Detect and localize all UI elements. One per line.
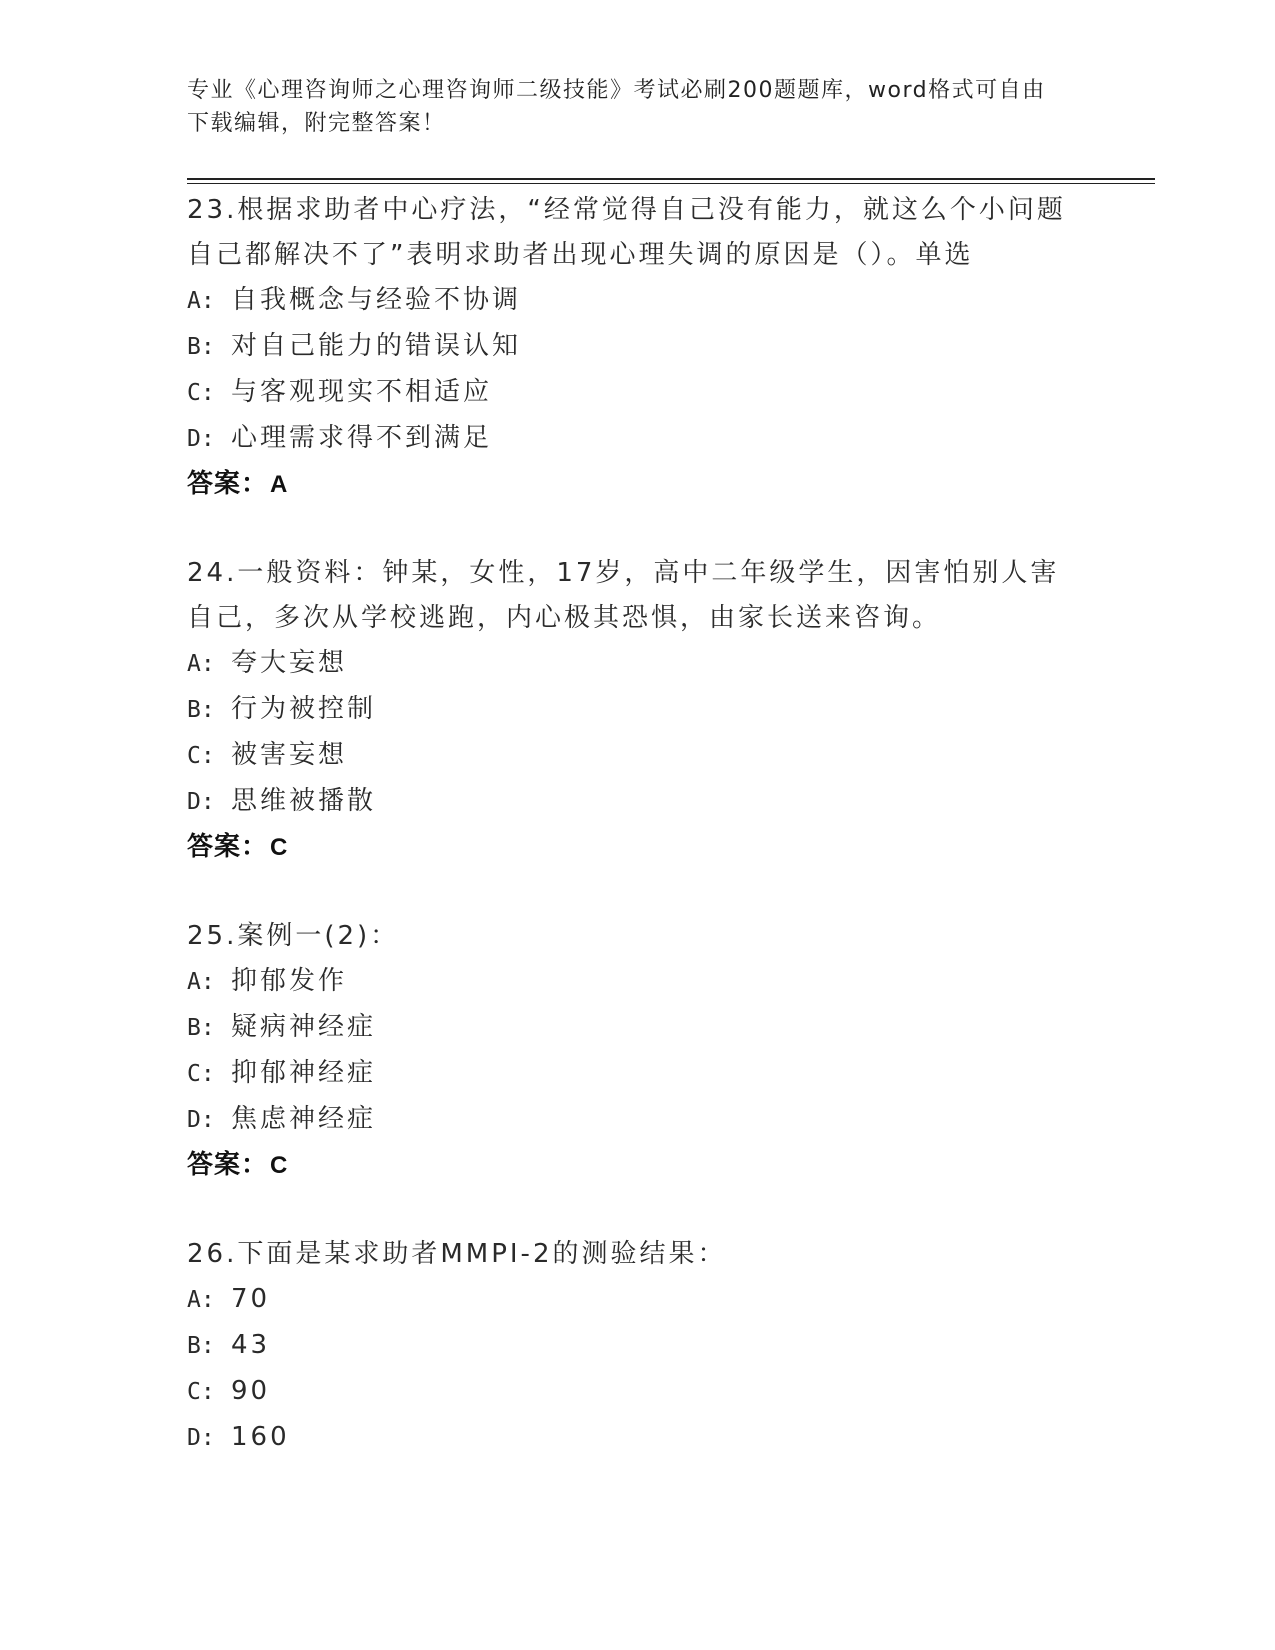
option-letter: C: bbox=[187, 1061, 215, 1087]
option-letter: A: bbox=[187, 969, 215, 995]
option-text: 与客观现实不相适应 bbox=[231, 377, 493, 407]
option-letter: A: bbox=[187, 288, 215, 314]
option-text: 90 bbox=[231, 1376, 271, 1406]
option-d bbox=[187, 1097, 1087, 1143]
option-d bbox=[187, 779, 1087, 825]
option-b bbox=[187, 324, 1087, 370]
option-a bbox=[187, 278, 1087, 324]
option-text: 抑郁发作 bbox=[231, 966, 348, 996]
question-25 bbox=[187, 914, 1087, 1188]
question-stem: 26.下面是某求助者MMPI-2的测验结果： bbox=[187, 1239, 727, 1269]
option-d bbox=[187, 1415, 1087, 1461]
option-letter: C: bbox=[187, 743, 215, 769]
question-stem: 23.根据求助者中心疗法，“经常觉得自己没有能力，就这么个小问题自己都解决不了”表明求助者出现心理失调的原因是（）。单选 bbox=[187, 195, 1066, 270]
option-text: 70 bbox=[231, 1284, 271, 1314]
option-c bbox=[187, 733, 1087, 779]
option-c bbox=[187, 370, 1087, 416]
option-c bbox=[187, 1369, 1087, 1415]
option-letter: B: bbox=[187, 334, 215, 360]
option-letter: B: bbox=[187, 1333, 215, 1359]
option-a bbox=[187, 959, 1087, 1005]
header-divider-thin bbox=[187, 183, 1155, 184]
option-letter: A: bbox=[187, 651, 215, 677]
option-b bbox=[187, 1005, 1087, 1051]
option-text: 自我概念与经验不协调 bbox=[231, 285, 522, 315]
option-text: 43 bbox=[231, 1330, 271, 1360]
option-letter: D: bbox=[187, 789, 215, 815]
option-letter: B: bbox=[187, 697, 215, 723]
option-text: 思维被播散 bbox=[231, 786, 377, 816]
question-23 bbox=[187, 188, 1087, 507]
option-text: 抑郁神经症 bbox=[231, 1058, 377, 1088]
answer-label: 答案： bbox=[187, 469, 269, 499]
option-letter: D: bbox=[187, 1107, 215, 1133]
option-letter: D: bbox=[187, 1425, 215, 1451]
option-text: 夸大妄想 bbox=[231, 648, 348, 678]
option-letter: C: bbox=[187, 380, 215, 406]
answer-line bbox=[187, 1143, 1087, 1188]
option-text: 对自己能力的错误认知 bbox=[231, 331, 522, 361]
option-text: 行为被控制 bbox=[231, 694, 377, 724]
option-letter: C: bbox=[187, 1379, 215, 1405]
answer-value: C bbox=[270, 834, 289, 861]
answer-value: C bbox=[270, 1152, 289, 1179]
question-list bbox=[187, 188, 1087, 1461]
option-text: 被害妄想 bbox=[231, 740, 348, 770]
option-text: 心理需求得不到满足 bbox=[231, 423, 493, 453]
question-26 bbox=[187, 1232, 1087, 1461]
option-letter: A: bbox=[187, 1287, 215, 1313]
option-b bbox=[187, 1323, 1087, 1369]
answer-value: A bbox=[270, 471, 289, 498]
question-stem: 25.案例一(2)： bbox=[187, 921, 400, 951]
option-letter: D: bbox=[187, 426, 215, 452]
answer-line bbox=[187, 825, 1087, 870]
document-header: 专业《心理咨询师之心理咨询师二级技能》考试必刷200题题库，word格式可自由下载编辑，附完整答案！ bbox=[187, 78, 1046, 136]
answer-label: 答案： bbox=[187, 832, 269, 862]
answer-label: 答案： bbox=[187, 1150, 269, 1180]
header-divider-thick bbox=[187, 178, 1155, 180]
option-a bbox=[187, 1277, 1087, 1323]
question-24 bbox=[187, 551, 1087, 870]
option-a bbox=[187, 641, 1087, 687]
option-text: 160 bbox=[231, 1422, 290, 1452]
option-c bbox=[187, 1051, 1087, 1097]
option-b bbox=[187, 687, 1087, 733]
option-letter: B: bbox=[187, 1015, 215, 1041]
answer-line bbox=[187, 462, 1087, 507]
option-text: 焦虑神经症 bbox=[231, 1104, 377, 1134]
option-text: 疑病神经症 bbox=[231, 1012, 377, 1042]
question-stem: 24.一般资料：钟某，女性，17岁，高中二年级学生，因害怕别人害自己，多次从学校逃跑，内心极其恐惧，由家长送来咨询。 bbox=[187, 558, 1060, 633]
option-d bbox=[187, 416, 1087, 462]
